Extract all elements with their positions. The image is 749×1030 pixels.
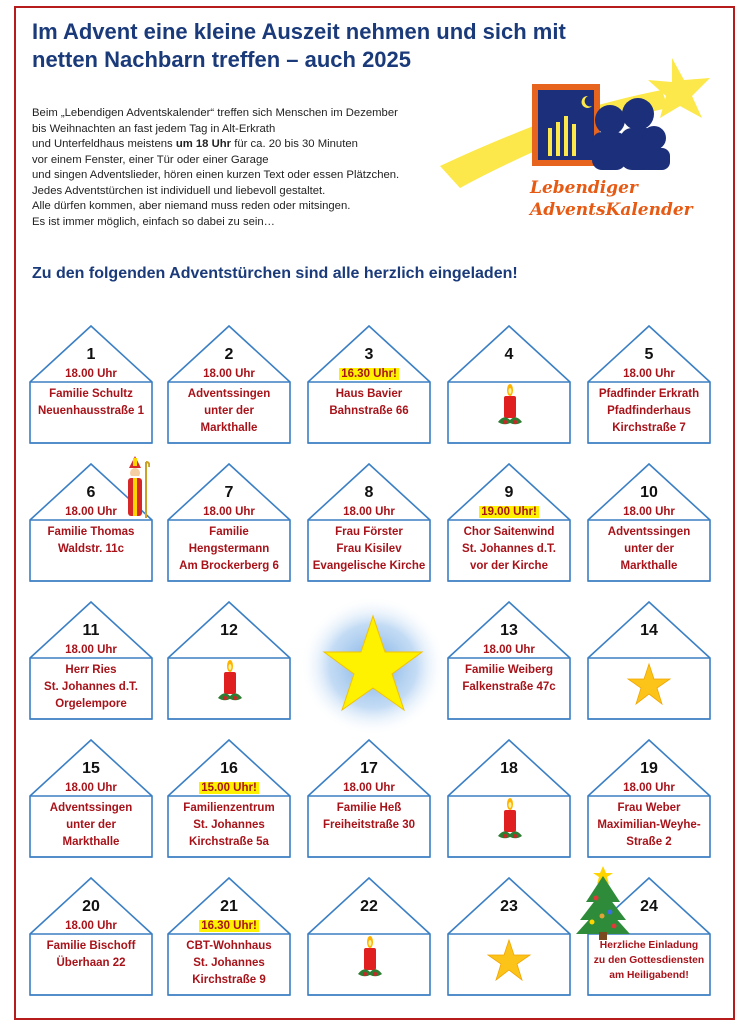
title-line-2: netten Nachbarn treffen – auch 2025: [32, 47, 412, 72]
door-desc-line: vor der Kirche: [470, 560, 548, 572]
advent-door-23: [446, 876, 572, 997]
intro-line: bis Weihnachten an fast jedem Tag in Alt-Erkrath: [32, 122, 276, 135]
door-desc-line: Herzliche Einladung: [599, 940, 699, 951]
door-desc-line: Chor Saitenwind: [463, 526, 555, 538]
door-description: [32, 662, 150, 713]
door-desc-line: St. Johannes d.T.: [462, 543, 556, 555]
door-desc-line: Evangelische Kirche: [312, 560, 426, 572]
door-time: 18.00 Uhr: [483, 644, 535, 656]
logo-text-line-1: Lebendiger: [530, 178, 638, 198]
door-description: [170, 938, 288, 989]
door-desc-line: Adventssingen: [607, 526, 691, 538]
door-desc-line: Markthalle: [62, 836, 120, 848]
intro-line: vor einem Fenster, einer Tür oder einer Garage: [32, 153, 269, 166]
door-desc-line: Frau Weber: [617, 802, 681, 814]
door-desc-line: Frau Förster: [335, 526, 403, 538]
door-description: [32, 800, 150, 851]
door-number: 7: [224, 484, 234, 501]
door-desc-line: Am Brockerberg 6: [179, 560, 279, 572]
advent-door-9: [446, 462, 572, 583]
door-number: 9: [504, 484, 514, 501]
saint-nicholas-icon: [120, 456, 150, 522]
door-number: 21: [220, 898, 238, 915]
door-desc-line: am Heiligabend!: [609, 970, 689, 981]
door-description: [310, 524, 428, 575]
advent-door-7: [166, 462, 292, 583]
door-number: 10: [640, 484, 658, 501]
advent-door-2: [166, 324, 292, 445]
house-outline: [28, 876, 154, 997]
door-number: 4: [504, 346, 514, 363]
advent-door-1: [28, 324, 154, 445]
door-desc-line: St. Johannes: [193, 819, 265, 831]
door-desc-line: Herr Ries: [65, 664, 117, 676]
section-subheading: Zu den folgenden Adventstürchen sind alle herzlich eingeladen!: [32, 265, 518, 282]
advent-door-18: [446, 738, 572, 859]
advent-door-14: [586, 600, 712, 721]
door-time: 16.30 Uhr!: [341, 368, 397, 380]
door-desc-line: Pfadfinderhaus: [607, 405, 691, 417]
door-desc-line: Familie Schultz: [49, 388, 133, 400]
door-desc-line: Pfadfinder Erkrath: [598, 388, 700, 400]
door-desc-line: Hengstermann: [188, 543, 270, 555]
christmas-tree-icon: [574, 862, 632, 940]
advent-door-22: [306, 876, 432, 997]
candle-icon: [496, 384, 524, 428]
door-time: 16.30 Uhr!: [201, 920, 257, 932]
door-number: 6: [86, 484, 96, 501]
door-desc-line: Kirchstraße 9: [192, 974, 266, 986]
door-desc-line: Orgelempore: [55, 698, 127, 710]
door-desc-line: Adventssingen: [49, 802, 133, 814]
door-description: [170, 386, 288, 437]
door-number: 5: [644, 346, 654, 363]
door-desc-line: Neuenhausstraße 1: [37, 405, 145, 417]
advent-door-3: [306, 324, 432, 445]
door-time: 18.00 Uhr: [203, 506, 255, 518]
advent-door-8: [306, 462, 432, 583]
door-description: [310, 800, 428, 834]
house-outline: [446, 600, 572, 721]
house-outline: [306, 324, 432, 445]
door-desc-line: Markthalle: [200, 422, 258, 434]
silhouette-3: [642, 126, 666, 150]
door-number: 3: [364, 346, 374, 363]
door-time: 18.00 Uhr: [623, 506, 675, 518]
silhouette-1: [595, 105, 625, 135]
advent-door-19: [586, 738, 712, 859]
candle-icon: [216, 660, 244, 704]
door-desc-line: CBT-Wohnhaus: [186, 940, 272, 952]
door-description: [590, 386, 708, 437]
door-desc-line: Familie Bischoff: [46, 940, 136, 952]
door-desc-line: Familienzentrum: [183, 802, 275, 814]
door-description: [170, 800, 288, 851]
door-time: 18.00 Uhr: [65, 506, 117, 518]
door-description: [170, 524, 288, 575]
house-outline: [28, 324, 154, 445]
door-time: 18.00 Uhr: [343, 506, 395, 518]
silhouette-2: [622, 98, 654, 130]
door-number: 20: [82, 898, 100, 915]
door-time: 18.00 Uhr: [343, 782, 395, 794]
door-time: 19.00 Uhr!: [481, 506, 537, 518]
door-number: 13: [500, 622, 518, 639]
advent-door-4: [446, 324, 572, 445]
door-desc-line: Frau Kisilev: [336, 543, 402, 555]
door-description: [590, 800, 708, 851]
advent-door-21: [166, 876, 292, 997]
door-desc-line: Markthalle: [620, 560, 678, 572]
door-desc-line: Familie Heß: [336, 802, 402, 814]
door-desc-line: Straße 2: [626, 836, 672, 848]
title-line-1: Im Advent eine kleine Auszeit nehmen und sich mit: [32, 19, 566, 44]
door-time: 18.00 Uhr: [203, 368, 255, 380]
house-outline: [306, 738, 432, 859]
door-desc-line: Familie Thomas: [47, 526, 135, 538]
intro-line: Es ist immer möglich, einfach so dabei zu sein…: [32, 215, 275, 228]
door-desc-line: St. Johannes d.T.: [44, 681, 138, 693]
door-description: [32, 938, 150, 972]
logo-text-line-2: AdventsKalender: [530, 200, 693, 220]
candle-icon: [356, 936, 384, 980]
central-star-icon: [300, 596, 446, 736]
door-description: [32, 386, 150, 420]
door-number: 23: [500, 898, 518, 915]
door-description: [450, 524, 568, 575]
door-number: 19: [640, 760, 658, 777]
star-icon: [486, 938, 532, 982]
advent-door-16: [166, 738, 292, 859]
door-number: 8: [364, 484, 374, 501]
door-desc-line: St. Johannes: [193, 957, 265, 969]
door-desc-line: Waldstr. 11c: [57, 543, 125, 555]
intro-text: [32, 106, 452, 230]
advent-door-15: [28, 738, 154, 859]
door-desc-line: unter der: [204, 405, 254, 417]
door-time: 18.00 Uhr: [623, 782, 675, 794]
door-desc-line: Freiheitstraße 30: [322, 819, 416, 831]
door-desc-line: Kirchstraße 5a: [189, 836, 269, 848]
intro-line: Beim „Lebendigen Adventskalender“ treffen sich Menschen im Dezember: [32, 107, 398, 119]
intro-line: und Unterfeldhaus meistens um 18 Uhr für ca. 20 bis 30 Minuten: [32, 138, 358, 150]
door-number: 15: [82, 760, 100, 777]
door-desc-line: Falkenstraße 47c: [462, 681, 556, 693]
door-desc-line: unter der: [624, 543, 674, 555]
advent-door-12: [166, 600, 292, 721]
door-desc-line: zu den Gottesdiensten: [593, 955, 705, 966]
door-number: 2: [224, 346, 234, 363]
door-description: [32, 524, 150, 558]
door-time: 18.00 Uhr: [65, 644, 117, 656]
advent-door-20: [28, 876, 154, 997]
door-number: 11: [82, 622, 100, 639]
door-number: 17: [360, 760, 378, 777]
star-icon: [626, 662, 672, 706]
door-description: [450, 662, 568, 696]
door-number: 12: [220, 622, 238, 639]
door-time: 18.00 Uhr: [65, 782, 117, 794]
door-time: 18.00 Uhr: [65, 368, 117, 380]
door-desc-line: Bahnstraße 66: [329, 405, 409, 417]
door-number: 24: [640, 898, 658, 915]
intro-line: und singen Adventslieder, hören einen kurzen Text oder essen Plätzchen.: [32, 169, 400, 181]
door-desc-line: Überhaan 22: [56, 957, 126, 969]
door-time: 18.00 Uhr: [623, 368, 675, 380]
door-description: [590, 524, 708, 575]
advent-door-10: [586, 462, 712, 583]
intro-time-highlight: um 18 Uhr: [175, 138, 232, 150]
door-number: 18: [500, 760, 518, 777]
door-time: 15.00 Uhr!: [201, 782, 257, 794]
candle-icon: [496, 798, 524, 842]
door-description: [590, 938, 708, 983]
door-desc-line: Kirchstraße 7: [612, 422, 686, 434]
door-desc-line: Familie: [209, 526, 249, 538]
door-description: [310, 386, 428, 420]
advent-door-17: [306, 738, 432, 859]
door-desc-line: unter der: [66, 819, 116, 831]
door-time: 18.00 Uhr: [65, 920, 117, 932]
door-desc-line: Familie Weiberg: [465, 664, 553, 676]
door-number: 1: [86, 346, 96, 363]
door-number: 14: [640, 622, 658, 639]
intro-line: Alle dürfen kommen, aber niemand muss reden oder mitsingen.: [32, 200, 351, 212]
advent-door-5: [586, 324, 712, 445]
door-number: 22: [360, 898, 378, 915]
door-desc-line: Haus Bavier: [335, 388, 403, 400]
advent-door-13: [446, 600, 572, 721]
door-desc-line: Adventssingen: [187, 388, 271, 400]
intro-line: Jedes Adventstürchen ist individuell und liebevoll gestaltet.: [32, 184, 326, 197]
advent-door-11: [28, 600, 154, 721]
door-desc-line: Maximilian-Weyhe-: [597, 819, 701, 831]
door-number: 16: [220, 760, 238, 777]
